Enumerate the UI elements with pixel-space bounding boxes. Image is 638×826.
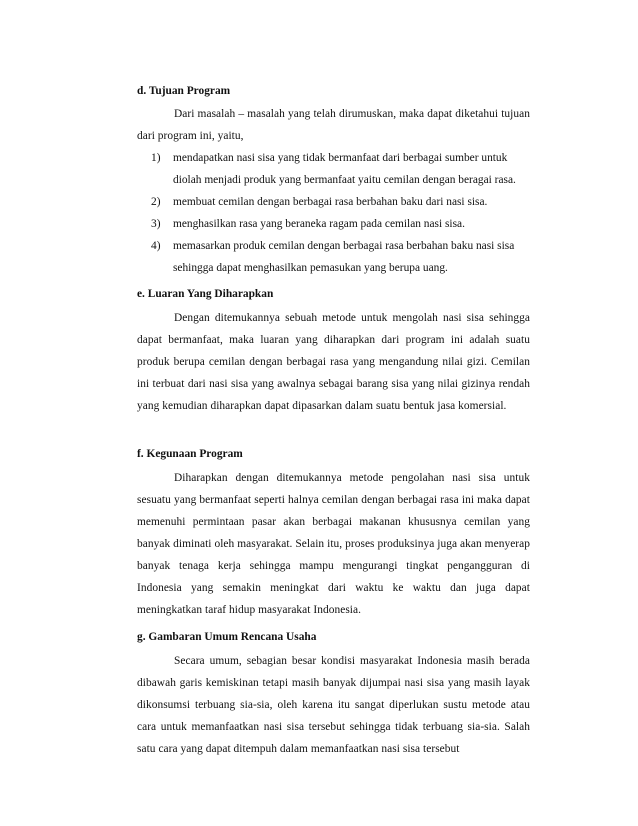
list-item — [137, 147, 530, 191]
list-item — [137, 213, 530, 235]
list-item-number: 2) — [151, 196, 161, 208]
list-item-text: membuat cemilan dengan berbagai rasa berbahan baku dari nasi sisa. — [173, 196, 488, 208]
section-heading: d. Tujuan Program — [137, 85, 231, 97]
section-gambaran-umum-rencana-usaha — [137, 630, 530, 760]
section-paragraph: Diharapkan dengan ditemukannya metode pengolahan nasi sisa untuk sesuatu yang bermanfaat seperti halnya cemilan dengan berbagai rasa ini maka dapat memenuhi permintaan pasar akan berbagai makanan khususnya cemilan yang banyak diminati oleh masyarakat. Selain itu, proses produksinya juga akan menyerap banyak tenaga kerja sehingga mampu mengurangi tingkat pengangguran di Indonesia yang semakin meningkat dari waktu ke waktu dan juga dapat meningkatkan taraf hidup masyarakat Indonesia. — [137, 472, 530, 616]
section-paragraph: Secara umum, sebagian besar kondisi masyarakat Indonesia masih berada dibawah garis kemiskinan tetapi masih banyak dijumpai nasi sisa yang masih layak dikonsumsi terbuang sia-sia, oleh karena itu sangat diperlukan sustu metode atau cara untuk memanfaatkan nasi sisa tersebut sehingga tidak terbuang sia-sia. Salah satu cara yang dapat ditempuh dalam memanfaatkan nasi sisa tersebut — [137, 655, 530, 755]
section-tujuan-program — [137, 84, 530, 279]
list-item-number: 1) — [151, 152, 161, 164]
section-paragraph: Dari masalah – masalah yang telah dirumuskan, maka dapat diketahui tujuan dari program ini, yaitu, — [137, 108, 530, 142]
list-item-text: menghasilkan rasa yang beraneka ragam pada cemilan nasi sisa. — [173, 218, 465, 230]
section-luaran-yang-diharapkan — [137, 287, 530, 417]
list-item-number: 4) — [151, 240, 161, 252]
section-heading: e. Luaran Yang Diharapkan — [137, 288, 274, 300]
section-kegunaan-program — [137, 447, 530, 621]
list-item-text: mendapatkan nasi sisa yang tidak bermanfaat dari berbagai sumber untuk diolah menjadi produk yang bermanfaat yaitu cemilan dengan beragai rasa. — [173, 152, 516, 186]
list-item — [137, 191, 530, 213]
list-item — [137, 235, 530, 279]
section-heading: g. Gambaran Umum Rencana Usaha — [137, 631, 317, 643]
section-paragraph: Dengan ditemukannya sebuah metode untuk mengolah nasi sisa sehingga dapat bermanfaat, maka luaran yang diharapkan dari program ini adalah suatu produk berupa cemilan dengan berbagai rasa yang mengandung nilai gizi. Cemilan ini terbuat dari nasi sisa yang awalnya sebagai barang sisa yang nilai gizinya rendah yang kemudian diharapkan dapat dipasarkan dalam suatu bentuk jasa komersial. — [137, 312, 530, 412]
section-heading: f. Kegunaan Program — [137, 448, 243, 460]
list-item-text: memasarkan produk cemilan dengan berbagai rasa berbahan baku nasi sisa sehingga dapat menghasilkan pemasukan yang berupa uang. — [173, 240, 515, 274]
list-item-number: 3) — [151, 218, 161, 230]
objective-list — [137, 147, 530, 279]
